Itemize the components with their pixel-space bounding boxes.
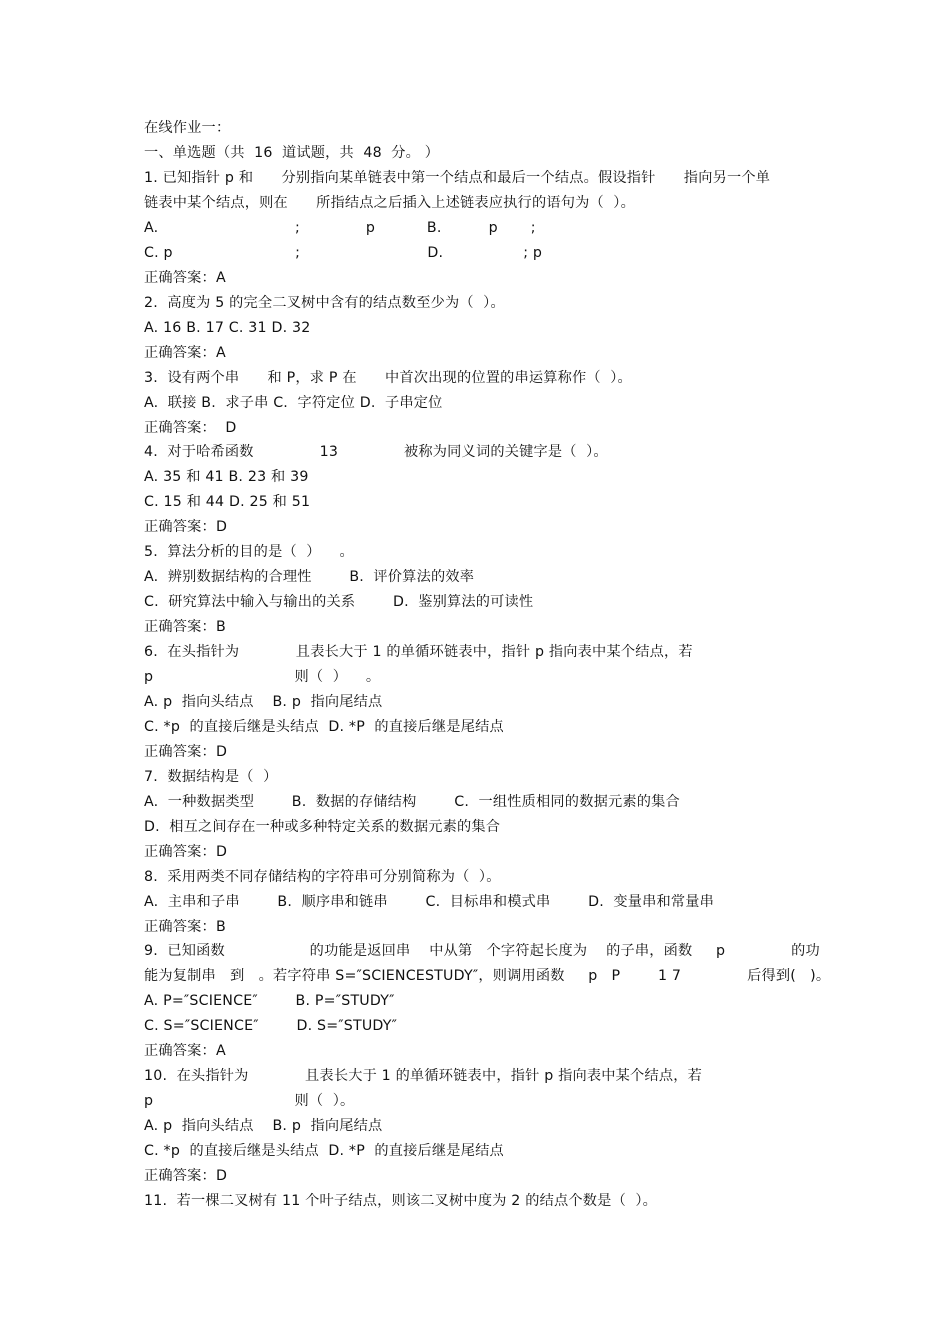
question-line: 7. 数据结构是（ ）: [144, 769, 278, 785]
question-line: A. P=″SCIENCE″ B. P=″STUDY″: [144, 993, 395, 1009]
answer-line: 正确答案： D: [144, 420, 237, 436]
question-line: A. p 指向头结点 B. p 指向尾结点: [144, 1118, 383, 1134]
question-line: 9. 已知函数 的功能是返回串 中从第 个字符起长度为 的子串，函数 p 的功: [144, 943, 820, 959]
question-line: C. *p 的直接后继是头结点 D. *P 的直接后继是尾结点: [144, 1143, 504, 1159]
answer-line: 正确答案：A: [144, 345, 226, 361]
answer-line: 正确答案：D: [144, 1168, 228, 1184]
question-line: 4. 对于哈希函数 13 被称为同义词的关键字是（ ）。: [144, 444, 608, 460]
question-line: A. ; p B. p ;: [144, 220, 536, 236]
question-line: 能为复制串 到 。若字符串 S=″SCIENCESTUDY″，则调用函数 p P 1 7 后得到( )。: [144, 968, 831, 984]
question-line: 8. 采用两类不同存储结构的字符串可分别简称为（ ）。: [144, 869, 501, 885]
answer-line: 正确答案：D: [144, 744, 228, 760]
question-line: 2. 高度为 5 的完全二叉树中含有的结点数至少为（ ）。: [144, 295, 505, 311]
question-line: A. 16 B. 17 C. 31 D. 32: [144, 320, 311, 336]
question-line: C. 15 和 44 D. 25 和 51: [144, 494, 311, 510]
question-line: p 则（ ） 。: [144, 669, 381, 685]
question-line: 链表中某个结点，则在 所指结点之后插入上述链表应执行的语句为（ ）。: [144, 195, 635, 211]
answer-line: 正确答案：B: [144, 919, 226, 935]
question-line: C. p ; D. ; p: [144, 245, 543, 261]
question-line: C. *p 的直接后继是头结点 D. *P 的直接后继是尾结点: [144, 719, 504, 735]
question-line: A. 一种数据类型 B. 数据的存储结构 C. 一组性质相同的数据元素的集合: [144, 794, 680, 810]
question-line: A. 联接 B. 求子串 C. 字符定位 D. 子串定位: [144, 395, 443, 411]
question-line: A. p 指向头结点 B. p 指向尾结点: [144, 694, 383, 710]
answer-line: 正确答案：A: [144, 270, 226, 286]
question-line: A. 35 和 41 B. 23 和 39: [144, 469, 309, 485]
question-line: D. 相互之间存在一种或多种特定关系的数据元素的集合: [144, 819, 501, 835]
answer-line: 正确答案：D: [144, 844, 228, 860]
question-line: 5. 算法分析的目的是（ ） 。: [144, 544, 354, 560]
document-title: 在线作业一：: [144, 120, 231, 136]
question-line: 10. 在头指针为 且表长大于 1 的单循环链表中，指针 p 指向表中某个结点，若: [144, 1068, 702, 1084]
question-line: p 则（ ）。: [144, 1093, 355, 1109]
answer-line: 正确答案：A: [144, 1043, 226, 1059]
section-heading: 一、单选题（共 16 道试题，共 48 分。 ）: [144, 145, 440, 161]
answer-line: 正确答案：D: [144, 519, 228, 535]
answer-line: 正确答案：B: [144, 619, 226, 635]
question-line: 11. 若一棵二叉树有 11 个叶子结点，则该二叉树中度为 2 的结点个数是（ ）。: [144, 1193, 658, 1209]
question-line: C. 研究算法中输入与输出的关系 D. 鉴别算法的可读性: [144, 594, 534, 610]
question-line: 3. 设有两个串 和 P，求 P 在 中首次出现的位置的串运算称作（ ）。: [144, 370, 632, 386]
question-line: C. S=″SCIENCE″ D. S=″STUDY″: [144, 1018, 398, 1034]
question-line: A. 主串和子串 B. 顺序串和链串 C. 目标串和模式串 D. 变量串和常量串: [144, 894, 715, 910]
question-line: 6. 在头指针为 且表长大于 1 的单循环链表中，指针 p 指向表中某个结点，若: [144, 644, 693, 660]
question-line: A. 辨别数据结构的合理性 B. 评价算法的效率: [144, 569, 475, 585]
question-line: 1. 已知指针 p 和 分别指向某单链表中第一个结点和最后一个结点。假设指针 指向另一个单: [144, 170, 771, 186]
